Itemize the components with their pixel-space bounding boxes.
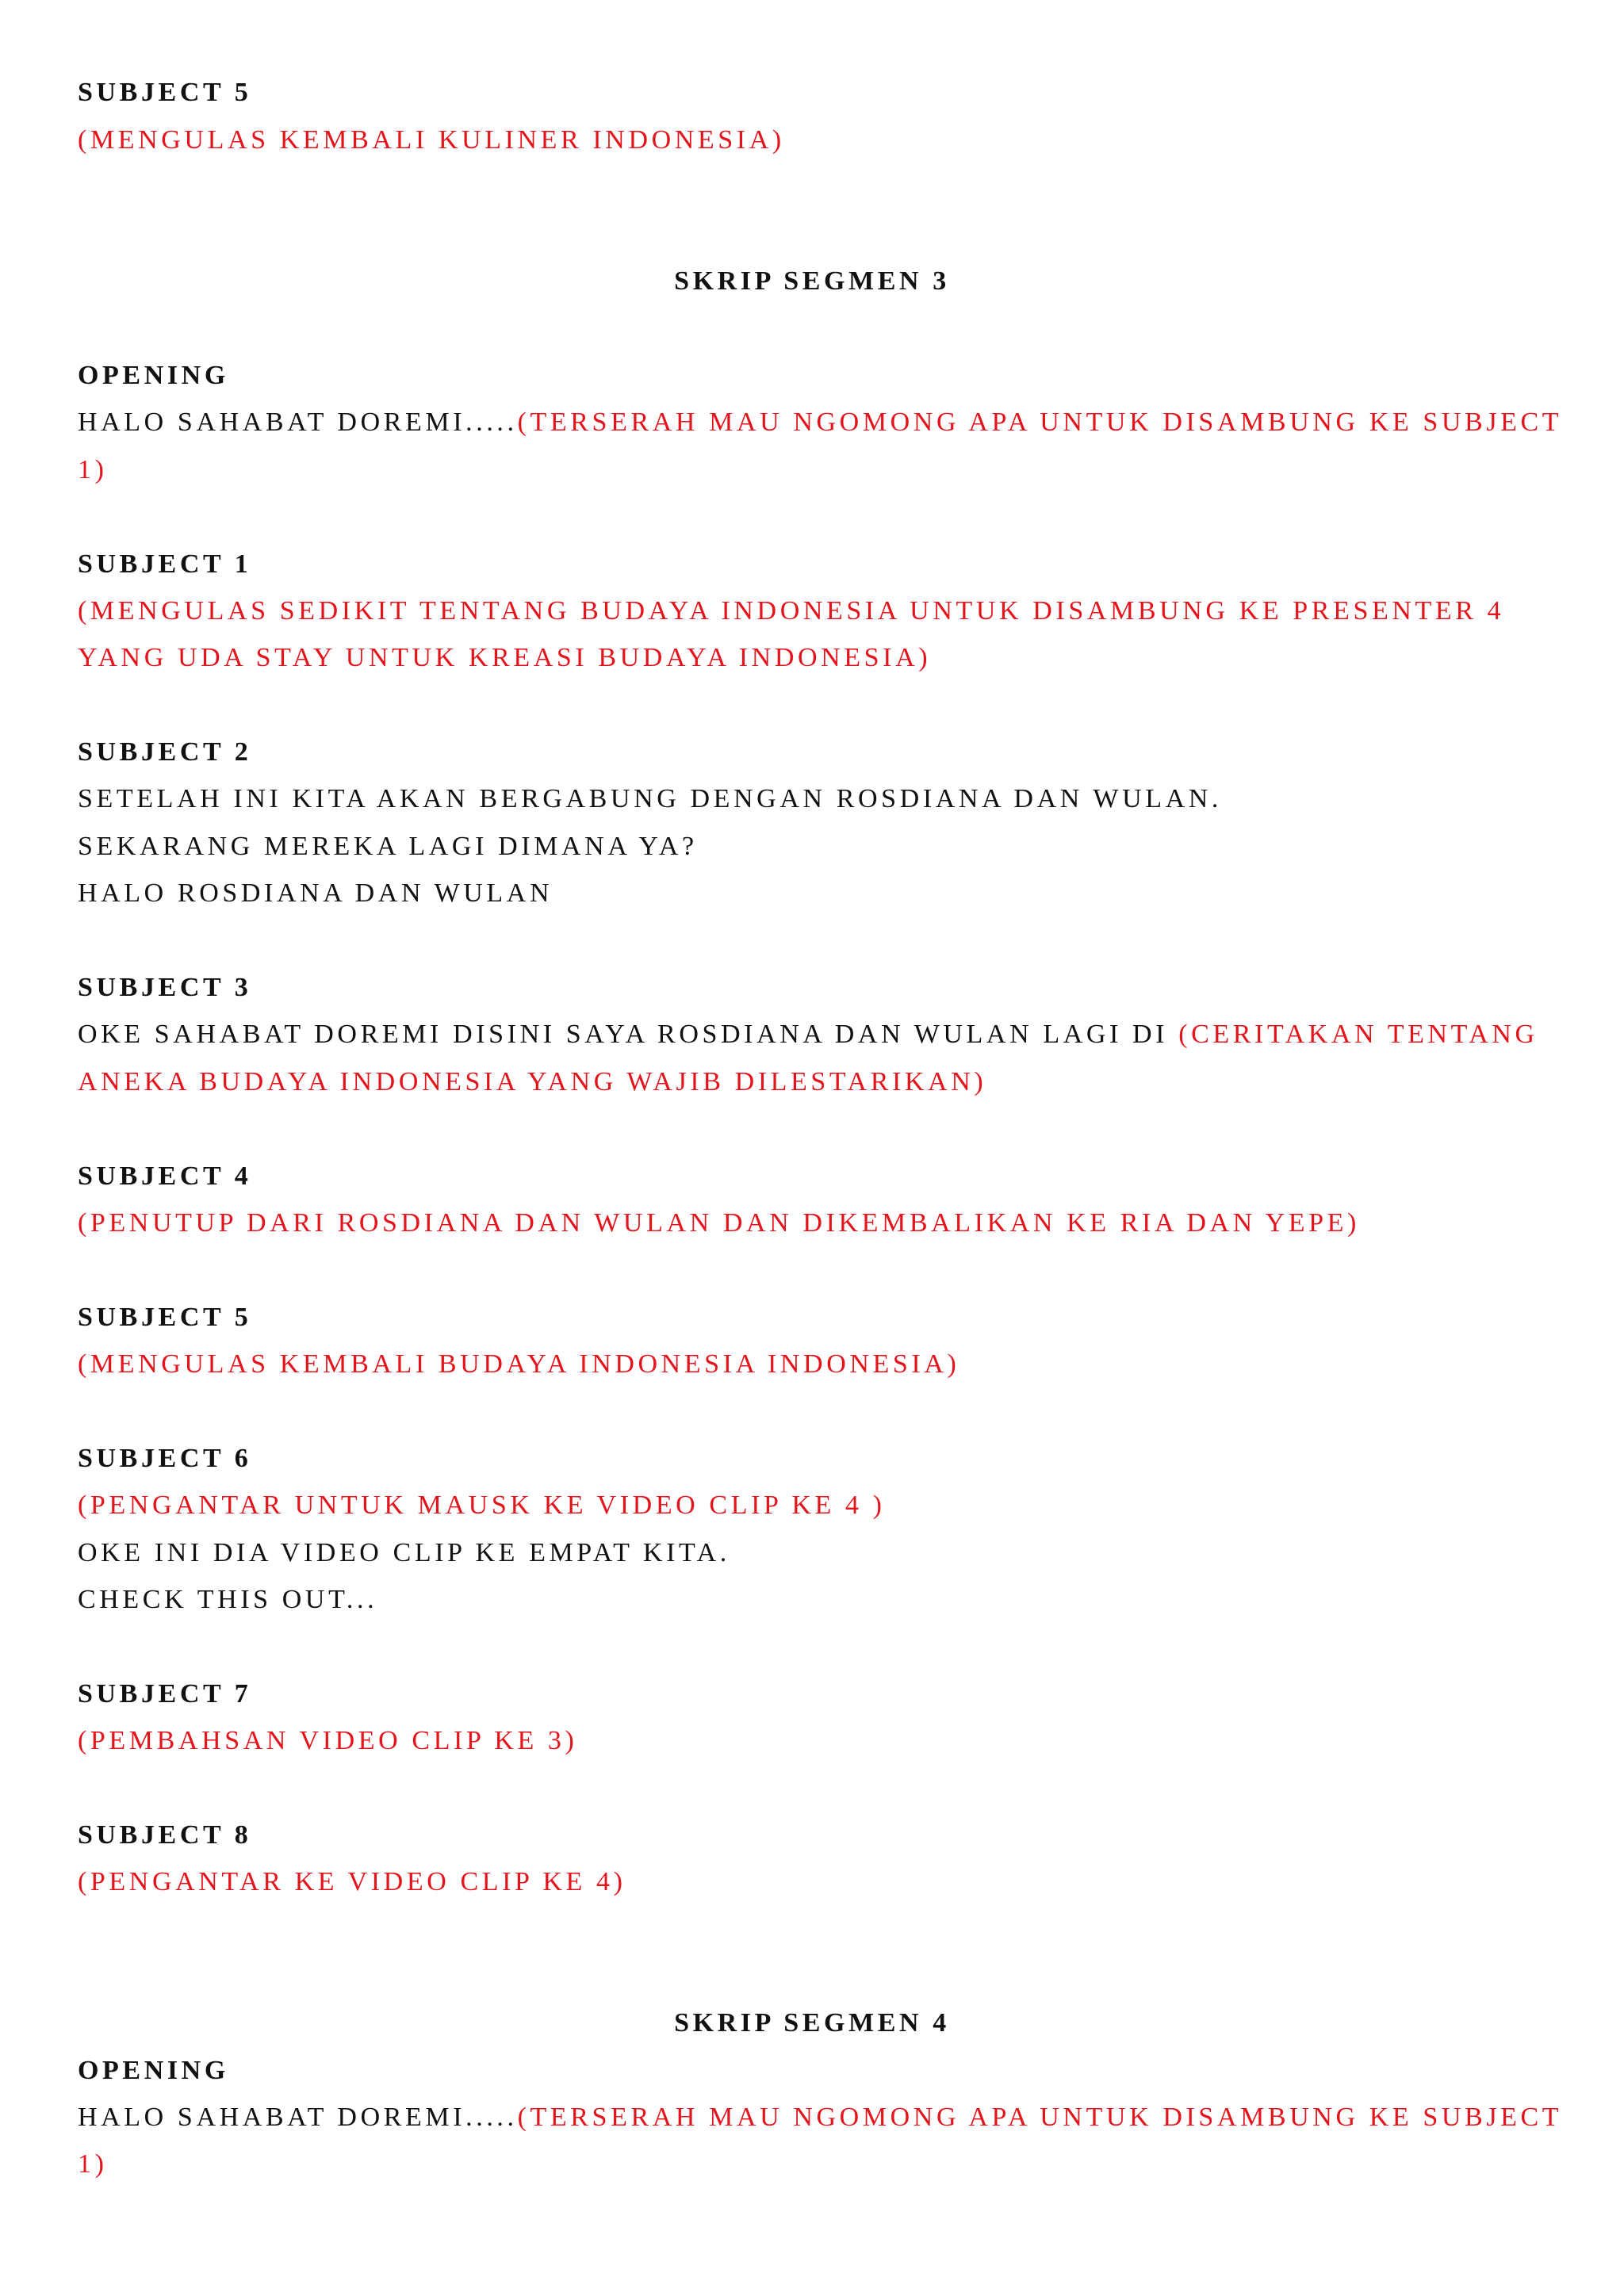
segment-3-subject-6-line-1: OKE INI DIA VIDEO CLIP KE EMPAT KITA. <box>78 1538 730 1567</box>
segment-3-subject-1-heading: SUBJECT 1 <box>78 549 252 579</box>
segment-3-subject-2-heading: SUBJECT 2 <box>78 737 252 767</box>
segment-4-title: SKRIP SEGMEN 4 <box>674 2008 950 2038</box>
segment-3-subject-6-note: (PENGANTAR UNTUK MAUSK KE VIDEO CLIP KE 4 ) <box>78 1490 886 1520</box>
segment-4-opening-spoken-text: HALO SAHABAT DOREMI..... <box>78 2103 518 2132</box>
segment-3-subject-2-line-2: SEKARANG MEREKA LAGI DIMANA YA? <box>78 832 698 861</box>
segment-3-subject-7-heading: SUBJECT 7 <box>78 1679 252 1709</box>
segment-3-subject-2-line-1: SETELAH INI KITA AKAN BERGABUNG DENGAN ROSDIANA DAN WULAN. <box>78 784 1223 813</box>
segment-3-subject-5-note: (MENGULAS KEMBALI BUDAYA INDONESIA INDONESIA) <box>78 1349 960 1379</box>
segment-3-subject-4-heading: SUBJECT 4 <box>78 1161 252 1191</box>
segment-3-title: SKRIP SEGMEN 3 <box>674 266 950 296</box>
opening-spoken-text: HALO SAHABAT DOREMI..... <box>78 408 518 437</box>
segment-3-subject-6-heading: SUBJECT 6 <box>78 1444 252 1473</box>
segment-3-subject-3-note-cont: ANEKA BUDAYA INDONESIA YANG WAJIB DILESTARIKAN) <box>78 1067 987 1096</box>
subject-5-heading: SUBJECT 5 <box>78 78 252 107</box>
subject-5-note: (MENGULAS KEMBALI KULINER INDONESIA) <box>78 125 785 155</box>
segment-4-opening-note: (TERSERAH MAU NGOMONG APA UNTUK DISAMBUNG KE SUBJECT <box>517 2103 1563 2132</box>
segment-3-subject-3-heading: SUBJECT 3 <box>78 973 252 1002</box>
opening-note: (TERSERAH MAU NGOMONG APA UNTUK DISAMBUNG KE SUBJECT <box>517 408 1563 437</box>
segment-3-opening-line <box>78 407 1562 438</box>
segment-3-opening-note-cont: 1) <box>78 455 108 484</box>
segment-3-subject-8-note: (PENGANTAR KE VIDEO CLIP KE 4) <box>78 1867 626 1896</box>
segment-3-subject-2-line-3: HALO ROSDIANA DAN WULAN <box>78 878 553 908</box>
segment-4-opening-line <box>78 2102 1562 2133</box>
segment-3-subject-1-note: (MENGULAS SEDIKIT TENTANG BUDAYA INDONESIA UNTUK DISAMBUNG KE PRESENTER 4 <box>78 596 1505 626</box>
segment-3-subject-7-note: (PEMBAHSAN VIDEO CLIP KE 3) <box>78 1726 578 1755</box>
segment-3-subject-4-note: (PENUTUP DARI ROSDIANA DAN WULAN DAN DIKEMBALIKAN KE RIA DAN YEPE) <box>78 1208 1360 1238</box>
segment-3-subject-6-line-2: CHECK THIS OUT... <box>78 1585 378 1614</box>
segment-4-opening-heading: OPENING <box>78 2056 229 2085</box>
segment-3-subject-3-line <box>78 1019 1538 1050</box>
subject-3-spoken-text: OKE SAHABAT DOREMI DISINI SAYA ROSDIANA DAN WULAN LAGI DI <box>78 1020 1179 1049</box>
subject-3-note: (CERITAKAN TENTANG <box>1178 1020 1538 1049</box>
segment-3-subject-1-note-cont: YANG UDA STAY UNTUK KREASI BUDAYA INDONESIA) <box>78 643 932 672</box>
segment-3-opening-heading: OPENING <box>78 361 229 390</box>
segment-3-subject-8-heading: SUBJECT 8 <box>78 1820 252 1850</box>
segment-3-subject-5-heading: SUBJECT 5 <box>78 1303 252 1332</box>
segment-4-opening-note-cont: 1) <box>78 2149 108 2179</box>
